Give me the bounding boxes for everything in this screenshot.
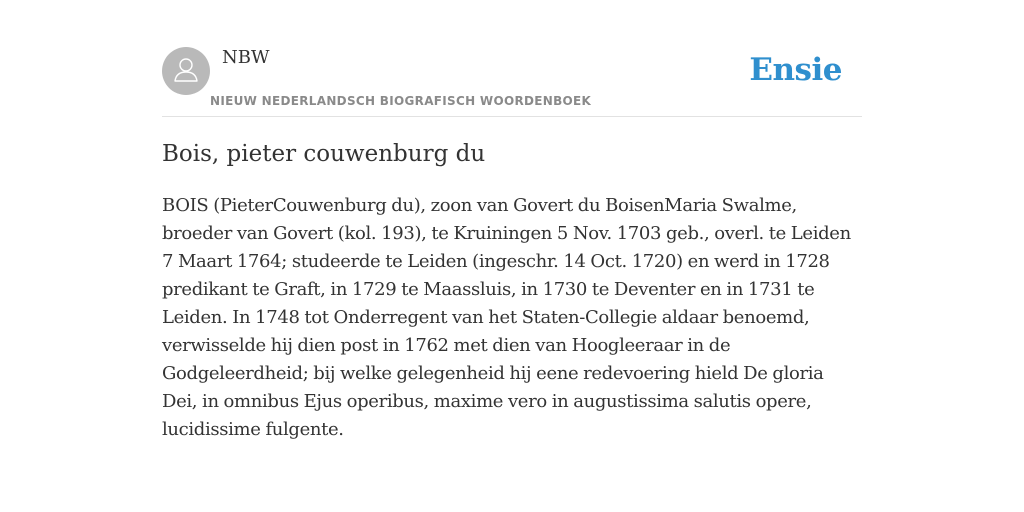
user-icon	[171, 54, 201, 89]
avatar[interactable]	[162, 47, 210, 95]
article-title: Bois, pieter couwenburg du	[162, 141, 486, 167]
article-body: BOIS (PieterCouwenburg du), zoon van Govert du BoisenMaria Swalme, broeder van Govert (kol. 193), te Kruiningen 5 Nov. 1703 geb., overl. te Leiden 7 Maart 1764; studeerde te Leiden (ingeschr. 14 Oct. 1720) en werd in 1728 predikant te Graft, in 1729 te Maassluis, in 1730 te Deventer en in 1731 te Leiden. In 1748 tot Onderregent van het Staten-Collegie aldaar benoemd, verwisselde hij dien post in 1762 met dien van Hoogleeraar in de Godgeleerdheid; bij welke gelegenheid hij eene redevoering hield De gloria Dei, in omnibus Ejus operibus, maxime vero in augustissima salutis opere, lucidissime fulgente.	[162, 195, 851, 440]
source-subtitle: NIEUW NEDERLANDSCH BIOGRAFISCH WOORDENBOEK	[210, 94, 592, 108]
brand-logo[interactable]: Ensie	[749, 52, 842, 88]
source-name[interactable]: NBW	[222, 47, 270, 68]
source-header	[162, 40, 862, 117]
